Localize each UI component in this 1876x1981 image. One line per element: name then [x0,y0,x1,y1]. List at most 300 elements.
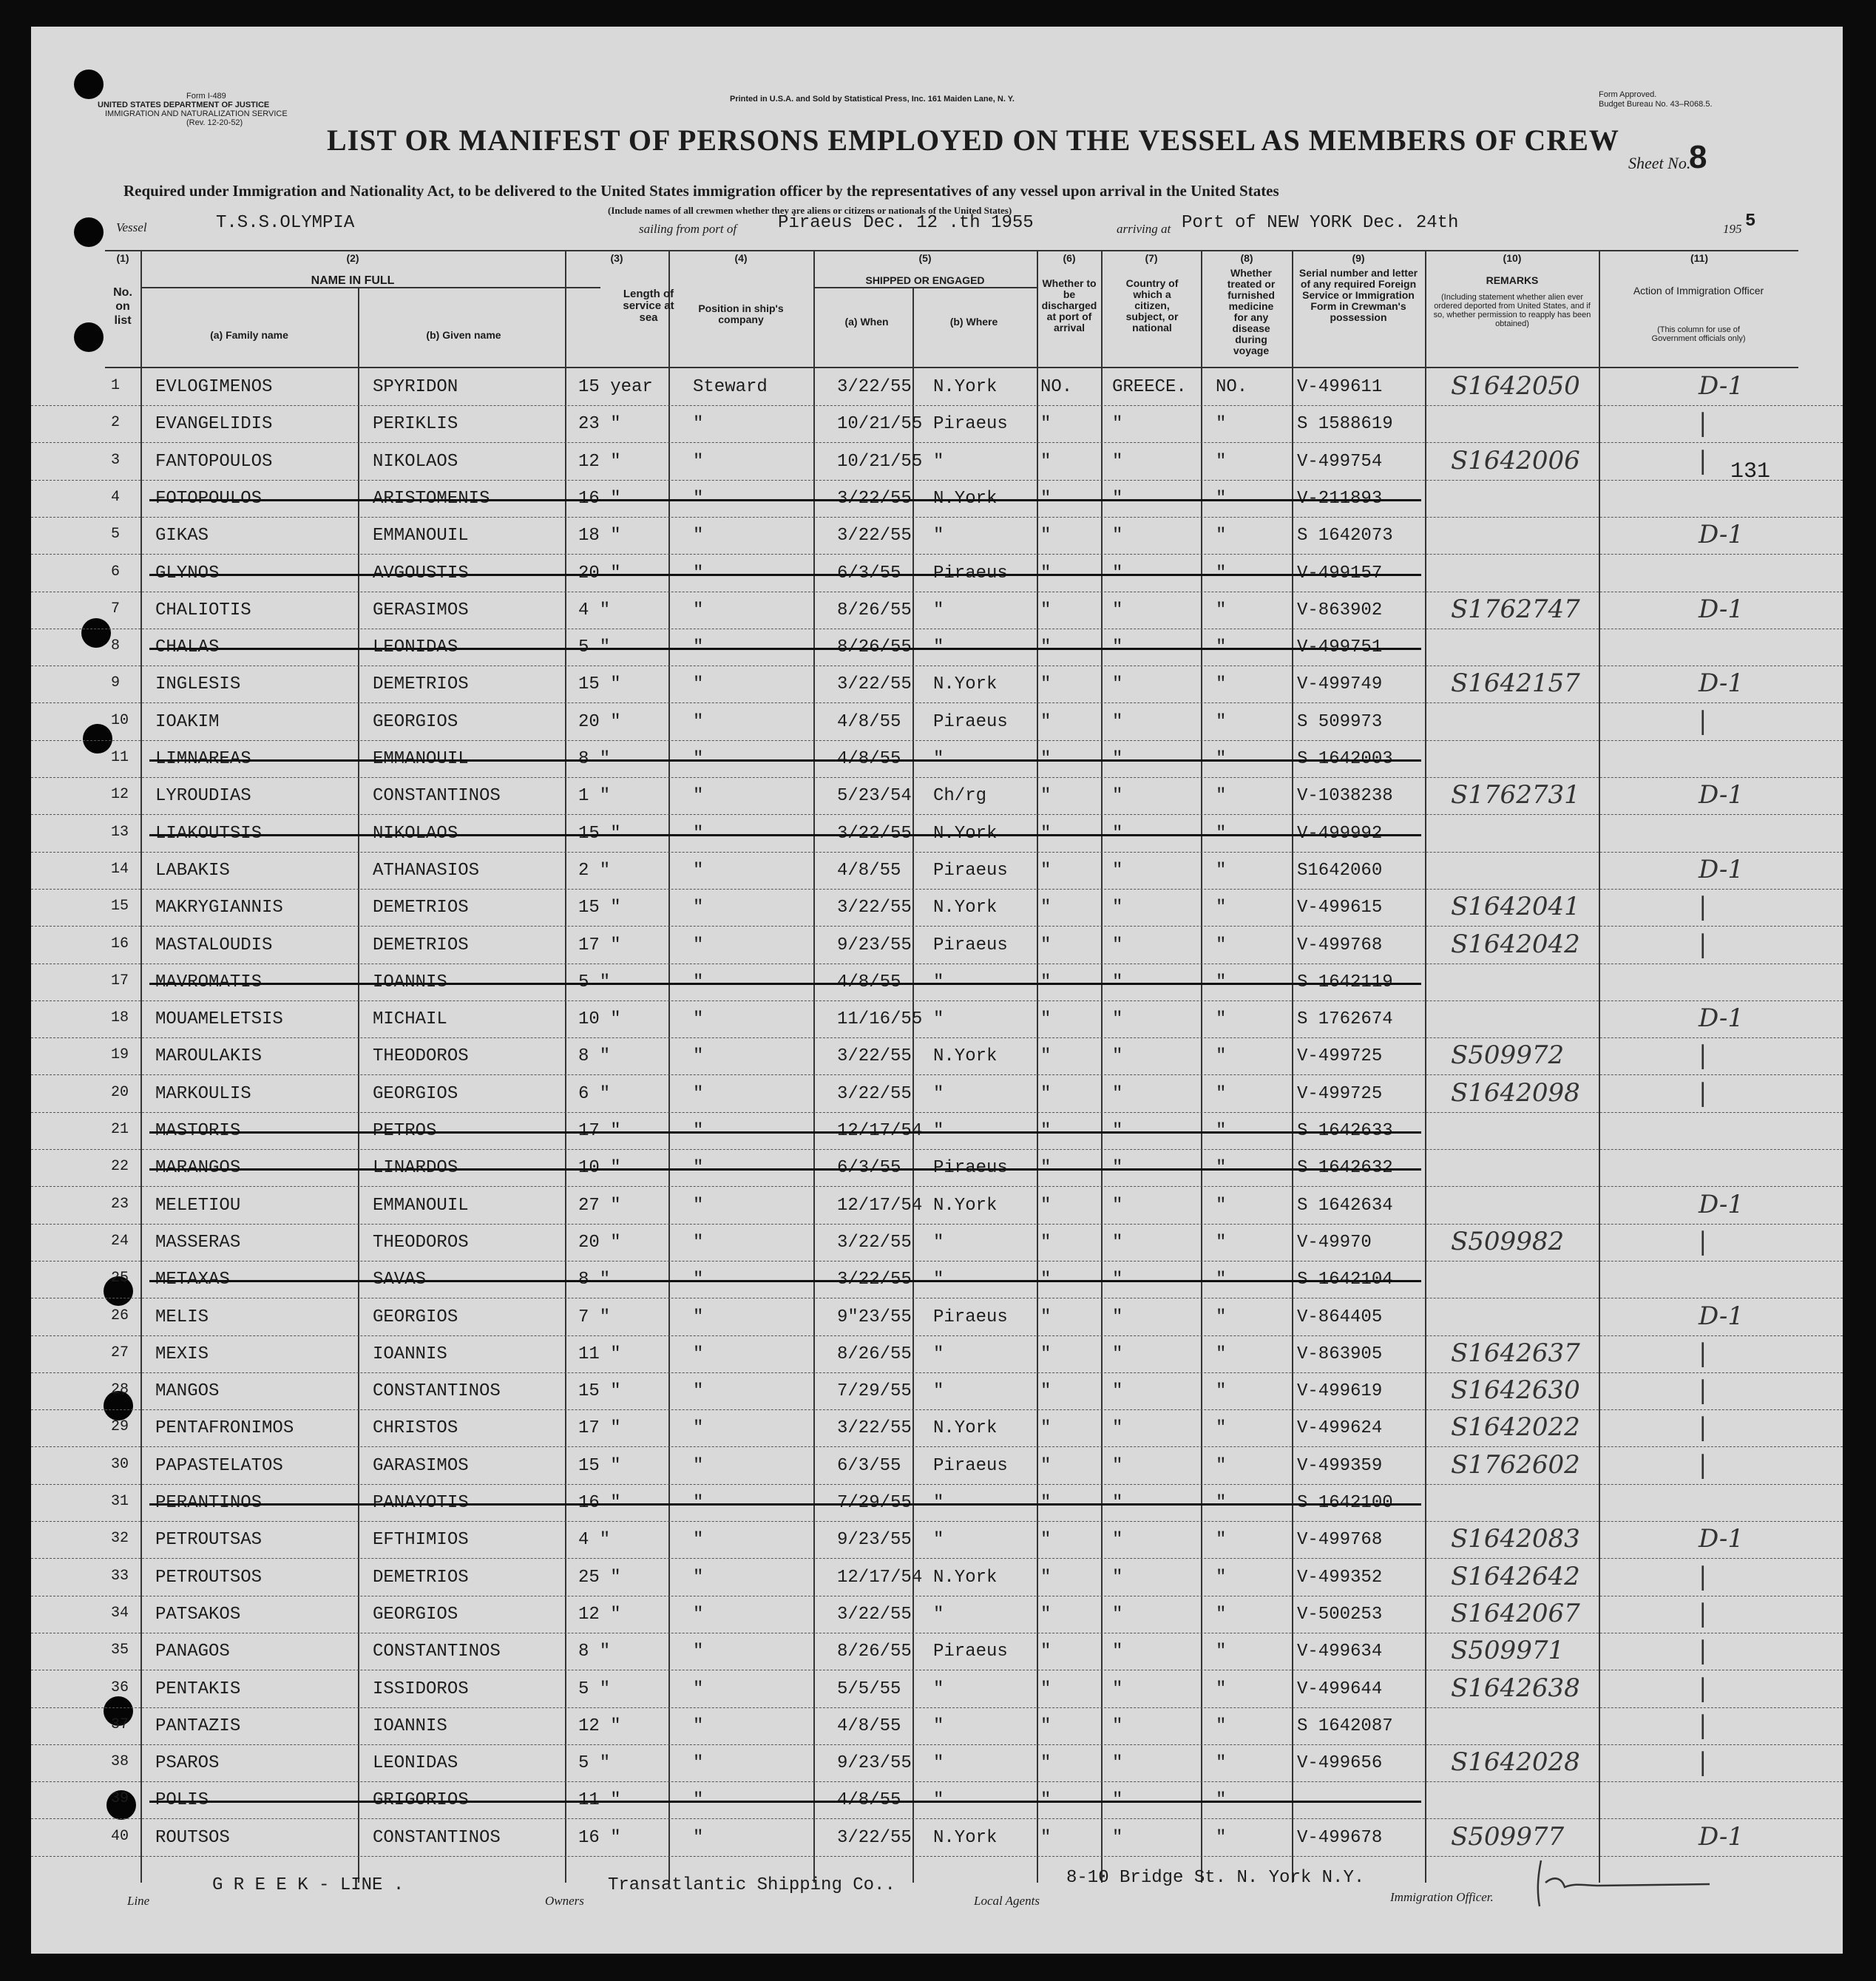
table-row [31,1112,1843,1150]
officer-action: D-1 [1699,854,1744,884]
service-length: 6 " [578,1083,611,1104]
family-name: PETROUTSAS [155,1530,263,1551]
col8-header: Whether treated or furnished medicine for any disease during voyage [1227,267,1276,356]
shipped-when: 12/17/54 [837,1195,923,1216]
discharged: " [1040,1716,1052,1736]
position: " [693,1307,704,1327]
remarks: S509982 [1451,1226,1565,1256]
remarks: S509977 [1451,1821,1565,1852]
position: " [693,898,704,918]
officer-action: D-1 [1699,1189,1744,1219]
serial-number: S 509973 [1297,711,1383,732]
serial-number: V-863902 [1297,600,1383,620]
agency-line2: IMMIGRATION AND NATURALIZATION SERVICE [105,109,288,118]
country: " [1112,1418,1123,1439]
discharged: " [1040,1195,1052,1216]
officer-action: D-1 [1699,1524,1744,1554]
table-row [31,1670,1843,1708]
family-name: CHALIOTIS [155,600,251,620]
country: " [1112,1530,1123,1551]
treated: " [1216,1307,1227,1327]
family-name: MOUAMELETSIS [155,1009,283,1030]
row-number: 38 [111,1753,129,1771]
year-suffix: 5 [1745,211,1756,231]
position: " [693,414,704,435]
discharged: " [1040,711,1052,732]
row-number: 26 [111,1307,129,1324]
row-number: 9 [111,674,121,692]
serial-number: V-499725 [1297,1083,1383,1104]
discharged: " [1040,860,1052,881]
discharged: " [1040,1567,1052,1588]
col4-header: Position in ship's company [698,302,784,325]
discharged: " [1040,1604,1052,1625]
remarks: S1642638 [1451,1673,1580,1703]
treated: NO. [1216,377,1248,397]
family-name: MARKOULIS [155,1083,251,1104]
country: " [1112,1046,1123,1067]
service-length: 15 " [578,1381,621,1402]
given-name: GEORGIOS [373,711,458,732]
shipped-when: 3/22/55 [837,1046,912,1067]
position: " [693,1716,704,1736]
row-number: 29 [111,1418,129,1436]
position: " [693,1604,704,1625]
position: " [693,1530,704,1551]
country: " [1112,1604,1123,1625]
position: " [693,711,704,732]
table-row [31,815,1843,853]
officer-action: | [1699,1040,1707,1071]
strikethrough-line [149,1280,1421,1282]
position: " [693,1567,704,1588]
serial-number: V-499768 [1297,935,1383,955]
table-row [31,852,1843,890]
table-row [31,480,1843,518]
treated: " [1216,1716,1227,1736]
service-length: 17 " [578,1418,621,1439]
shipped-where: Piraeus [933,711,1008,732]
country: " [1112,1009,1123,1030]
discharged: " [1040,1381,1052,1402]
shipped-when: 11/16/55 [837,1009,923,1030]
row-number: 24 [111,1232,129,1250]
row-number: 40 [111,1827,129,1845]
remarks: S1642006 [1451,445,1580,475]
country: " [1112,1567,1123,1588]
family-name: PENTAKIS [155,1679,241,1699]
country: " [1112,1195,1123,1216]
shipped-where: " [933,1344,944,1364]
service-length: 10 " [578,1009,621,1030]
shipped-where: N.York [933,377,998,397]
serial-number: V-499619 [1297,1381,1383,1402]
table-row [31,1335,1843,1373]
table-row [31,1596,1843,1633]
remarks: S509972 [1451,1040,1565,1071]
row-number: 36 [111,1679,129,1696]
sheet-number: 8 [1689,139,1707,175]
col2b-header: (b) Given name [426,329,501,341]
officer-action: D-1 [1699,668,1744,699]
col3-header: Length of service at sea [623,288,674,324]
family-name: PSAROS [155,1753,220,1774]
serial-number: V-499656 [1297,1753,1383,1774]
col9-num: (9) [1352,252,1365,264]
strikethrough-line [149,648,1421,650]
discharged: " [1040,1530,1052,1551]
serial-number: V-499725 [1297,1046,1383,1067]
table-row [31,1261,1843,1298]
discharged: " [1040,1046,1052,1067]
remarks: S1642050 [1451,371,1580,401]
row-number: 25 [111,1270,129,1287]
given-name: GEORGIOS [373,1604,458,1625]
discharged: " [1040,1418,1052,1439]
table-row [31,517,1843,555]
col1-header: No. on list [113,286,132,327]
given-name: IOANNIS [373,1716,447,1736]
country: " [1112,1307,1123,1327]
shipped-when: 9/23/55 [837,935,912,955]
officer-action: D-1 [1699,1821,1744,1852]
table-row [31,1521,1843,1559]
family-name: MAKRYGIANNIS [155,898,283,918]
shipped-where: " [933,1530,944,1551]
country: " [1112,898,1123,918]
family-name: LABAKIS [155,860,230,881]
row-number: 21 [111,1121,129,1138]
position: " [693,674,704,695]
family-name: FANTOPOULOS [155,451,273,472]
discharged: " [1040,1307,1052,1327]
officer-action: | [1699,1747,1707,1778]
treated: " [1216,1195,1227,1216]
serial-number: V-864405 [1297,1307,1383,1327]
shipped-where: " [933,1679,944,1699]
family-name: IOAKIM [155,711,220,732]
col10-header: REMARKS [1486,274,1539,286]
col11-note: (This column for use of Government officials only) [1651,325,1746,343]
service-length: 8 " [578,1642,611,1662]
family-name: MAROULAKIS [155,1046,263,1067]
col9-header: Serial number and letter of any required Foreign Service or Immigration Form in Crewman's possession [1298,267,1418,323]
table-row [31,1224,1843,1262]
given-name: CONSTANTINOS [373,786,501,807]
table-row [31,1372,1843,1410]
table-row [31,666,1843,703]
table-row [31,703,1843,741]
row-number: 6 [111,563,121,580]
strikethrough-line [149,1131,1421,1134]
country: " [1112,711,1123,732]
strikethrough-line [149,1168,1421,1171]
punch-hole [74,322,104,352]
form-id: Form I-489 [186,92,226,101]
shipped-when: 10/21/55 [837,451,923,472]
serial-number: S1642060 [1297,860,1383,881]
position: Steward [693,377,768,397]
family-name: ROUTSOS [155,1827,230,1848]
row-number: 15 [111,898,129,915]
row-number: 37 [111,1716,129,1733]
given-name: GEORGIOS [373,1307,458,1327]
col11-num: (11) [1690,252,1709,264]
family-name: PANAGOS [155,1642,230,1662]
row-number: 10 [111,711,129,729]
service-length: 12 " [578,1716,621,1736]
table-row [31,1707,1843,1745]
given-name: ISSIDOROS [373,1679,469,1699]
budget-no: Budget Bureau No. 43–R068.5. [1599,100,1713,109]
officer-action: | [1699,1561,1707,1591]
col10-note: (Including statement whether alien ever ordered deported from United States, and if so, whether permission to reapply has been obtained) [1433,293,1591,328]
country: " [1112,786,1123,807]
col10-num: (10) [1503,252,1522,264]
discharged: NO. [1040,377,1073,397]
serial-number: V-499624 [1297,1418,1383,1439]
given-name: MICHAIL [373,1009,447,1030]
service-length: 8 " [578,1046,611,1067]
officer-action: | [1699,1412,1707,1443]
col7-num: (7) [1145,252,1158,264]
family-name: LYROUDIAS [155,786,251,807]
officer-action: D-1 [1699,780,1744,810]
include-note: (Include names of all crewmen whether they are aliens or citizens or nationals of the United States) [608,205,1012,216]
row-number: 12 [111,786,129,804]
officer-action: | [1699,1338,1707,1368]
col7-header: Country of which a citizen, subject, or national [1125,277,1179,333]
shipped-when: 3/22/55 [837,1827,912,1848]
table-row [31,1409,1843,1447]
table-row [31,1447,1843,1485]
serial-number: V-499749 [1297,674,1383,695]
row-number: 30 [111,1455,129,1473]
table-row [31,405,1843,443]
shipped-where: Piraeus [933,1455,1008,1476]
service-length: 16 " [578,1827,621,1848]
serial-number: V-499768 [1297,1530,1383,1551]
serial-number: V-499754 [1297,451,1383,472]
strikethrough-line [149,499,1421,501]
country: " [1112,1716,1123,1736]
treated: " [1216,1046,1227,1067]
country: " [1112,1642,1123,1662]
serial-number: V-499611 [1297,377,1383,397]
owners-name: Transatlantic Shipping Co.. [608,1875,895,1895]
treated: " [1216,860,1227,881]
position: " [693,935,704,955]
shipped-where: Ch/rg [933,786,987,807]
country: " [1112,451,1123,472]
service-length: 23 " [578,414,621,435]
country: " [1112,600,1123,620]
remarks: S1762602 [1451,1449,1580,1480]
shipped-when: 9"23/55 [837,1307,912,1327]
given-name: CHRISTOS [373,1418,458,1439]
shipped-where: " [933,526,944,546]
agents-label: Local Agents [974,1894,1040,1908]
treated: " [1216,674,1227,695]
table-row [31,443,1843,481]
shipped-where: " [933,1753,944,1774]
position: " [693,1232,704,1253]
shipped-when: 3/22/55 [837,1083,912,1104]
discharged: " [1040,451,1052,472]
row-number: 31 [111,1493,129,1510]
treated: " [1216,1418,1227,1439]
treated: " [1216,898,1227,918]
col2-header: NAME IN FULL [311,274,395,287]
country: " [1112,414,1123,435]
treated: " [1216,1232,1227,1253]
position: " [693,1344,704,1364]
table-row [31,1819,1843,1857]
officer-action: | [1699,705,1707,736]
country: " [1112,935,1123,955]
form-approved: Form Approved. [1599,90,1657,99]
shipped-where: N.York [933,1195,998,1216]
given-name: CONSTANTINOS [373,1381,501,1402]
table-row [31,1187,1843,1225]
col5-num: (5) [918,252,932,264]
remarks: S1642041 [1451,892,1580,922]
officer-action: | [1699,1077,1707,1108]
shipped-when: 3/22/55 [837,526,912,546]
agency-line1: UNITED STATES DEPARTMENT OF JUSTICE [98,101,270,109]
remarks: S1642642 [1451,1561,1580,1591]
treated: " [1216,414,1227,435]
shipped-where: " [933,1604,944,1625]
treated: " [1216,600,1227,620]
treated: " [1216,1455,1227,1476]
table-row [31,1298,1843,1336]
service-length: 15 " [578,674,621,695]
position: " [693,1418,704,1439]
row-number: 4 [111,488,121,506]
serial-number: V-499359 [1297,1455,1383,1476]
row-number: 19 [111,1046,129,1064]
service-length: 18 " [578,526,621,546]
position: " [693,1827,704,1848]
punch-hole [74,70,104,99]
country: " [1112,860,1123,881]
service-length: 20 " [578,711,621,732]
discharged: " [1040,1083,1052,1104]
discharged: " [1040,935,1052,955]
officer-signature [1532,1853,1724,1912]
strikethrough-line [149,574,1421,576]
sailing-port: Piraeus Dec. 12 .th 1955 [778,213,1034,233]
discharged: " [1040,898,1052,918]
shipped-where: Piraeus [933,860,1008,881]
col3-num: (3) [610,252,623,264]
row-number: 34 [111,1604,129,1622]
row-number: 1 [111,377,121,394]
serial-number: V-499634 [1297,1642,1383,1662]
remarks: S509971 [1451,1636,1565,1666]
table-row [31,629,1843,666]
service-length: 27 " [578,1195,621,1216]
position: " [693,860,704,881]
service-length: 4 " [578,1530,611,1551]
strikethrough-line [149,983,1421,985]
table-row [31,1633,1843,1670]
shipped-when: 6/3/55 [837,1455,901,1476]
given-name: DEMETRIOS [373,935,469,955]
shipped-where: Piraeus [933,414,1008,435]
col2-num: (2) [346,252,359,264]
row-number: 11 [111,749,129,766]
discharged: " [1040,1232,1052,1253]
punch-hole [74,217,104,247]
given-name: THEODOROS [373,1046,469,1067]
officer-action: D-1 [1699,371,1744,401]
vessel-label: Vessel [116,220,147,234]
treated: " [1216,1009,1227,1030]
shipped-when: 3/22/55 [837,377,912,397]
discharged: " [1040,674,1052,695]
shipped-where: " [933,1716,944,1736]
page-title: LIST OR MANIFEST OF PERSONS EMPLOYED ON THE VESSEL AS MEMBERS OF CREW [327,123,1619,157]
shipped-when: 8/26/55 [837,600,912,620]
country: " [1112,1381,1123,1402]
shipped-where: " [933,1232,944,1253]
remarks: S1642067 [1451,1598,1580,1628]
family-name: MEXIS [155,1344,209,1364]
shipped-where: " [933,1381,944,1402]
col8-num: (8) [1240,252,1253,264]
officer-action: | [1699,408,1707,438]
given-name: DEMETRIOS [373,1567,469,1588]
service-length: 15 " [578,1455,621,1476]
discharged: " [1040,1344,1052,1364]
given-name: CONSTANTINOS [373,1642,501,1662]
serial-number: S 1642073 [1297,526,1393,546]
position: " [693,786,704,807]
position: " [693,451,704,472]
given-name: PERIKLIS [373,414,458,435]
strikethrough-line [149,834,1421,836]
position: " [693,1642,704,1662]
table-row [31,1781,1843,1819]
col5b-header: (b) Where [949,316,998,328]
shipped-when: 3/22/55 [837,898,912,918]
family-name: PAPASTELATOS [155,1455,283,1476]
remarks: S1642630 [1451,1375,1580,1406]
treated: " [1216,1827,1227,1848]
officer-action: | [1699,1449,1707,1480]
treated: " [1216,451,1227,472]
shipped-where: N.York [933,1418,998,1439]
col4-num: (4) [734,252,748,264]
remarks: S1762731 [1451,780,1580,810]
given-name: DEMETRIOS [373,898,469,918]
position: " [693,1083,704,1104]
shipped-when: 10/21/55 [837,414,923,435]
position: " [693,1009,704,1030]
country: " [1112,674,1123,695]
col6-num: (6) [1063,252,1076,264]
col2a-header: (a) Family name [210,329,288,341]
country: " [1112,1753,1123,1774]
shipped-where: N.York [933,1567,998,1588]
serial-number: S 1642634 [1297,1195,1393,1216]
service-length: 11 " [578,1344,621,1364]
row-number: 5 [111,526,121,543]
treated: " [1216,1083,1227,1104]
table-row [31,740,1843,778]
